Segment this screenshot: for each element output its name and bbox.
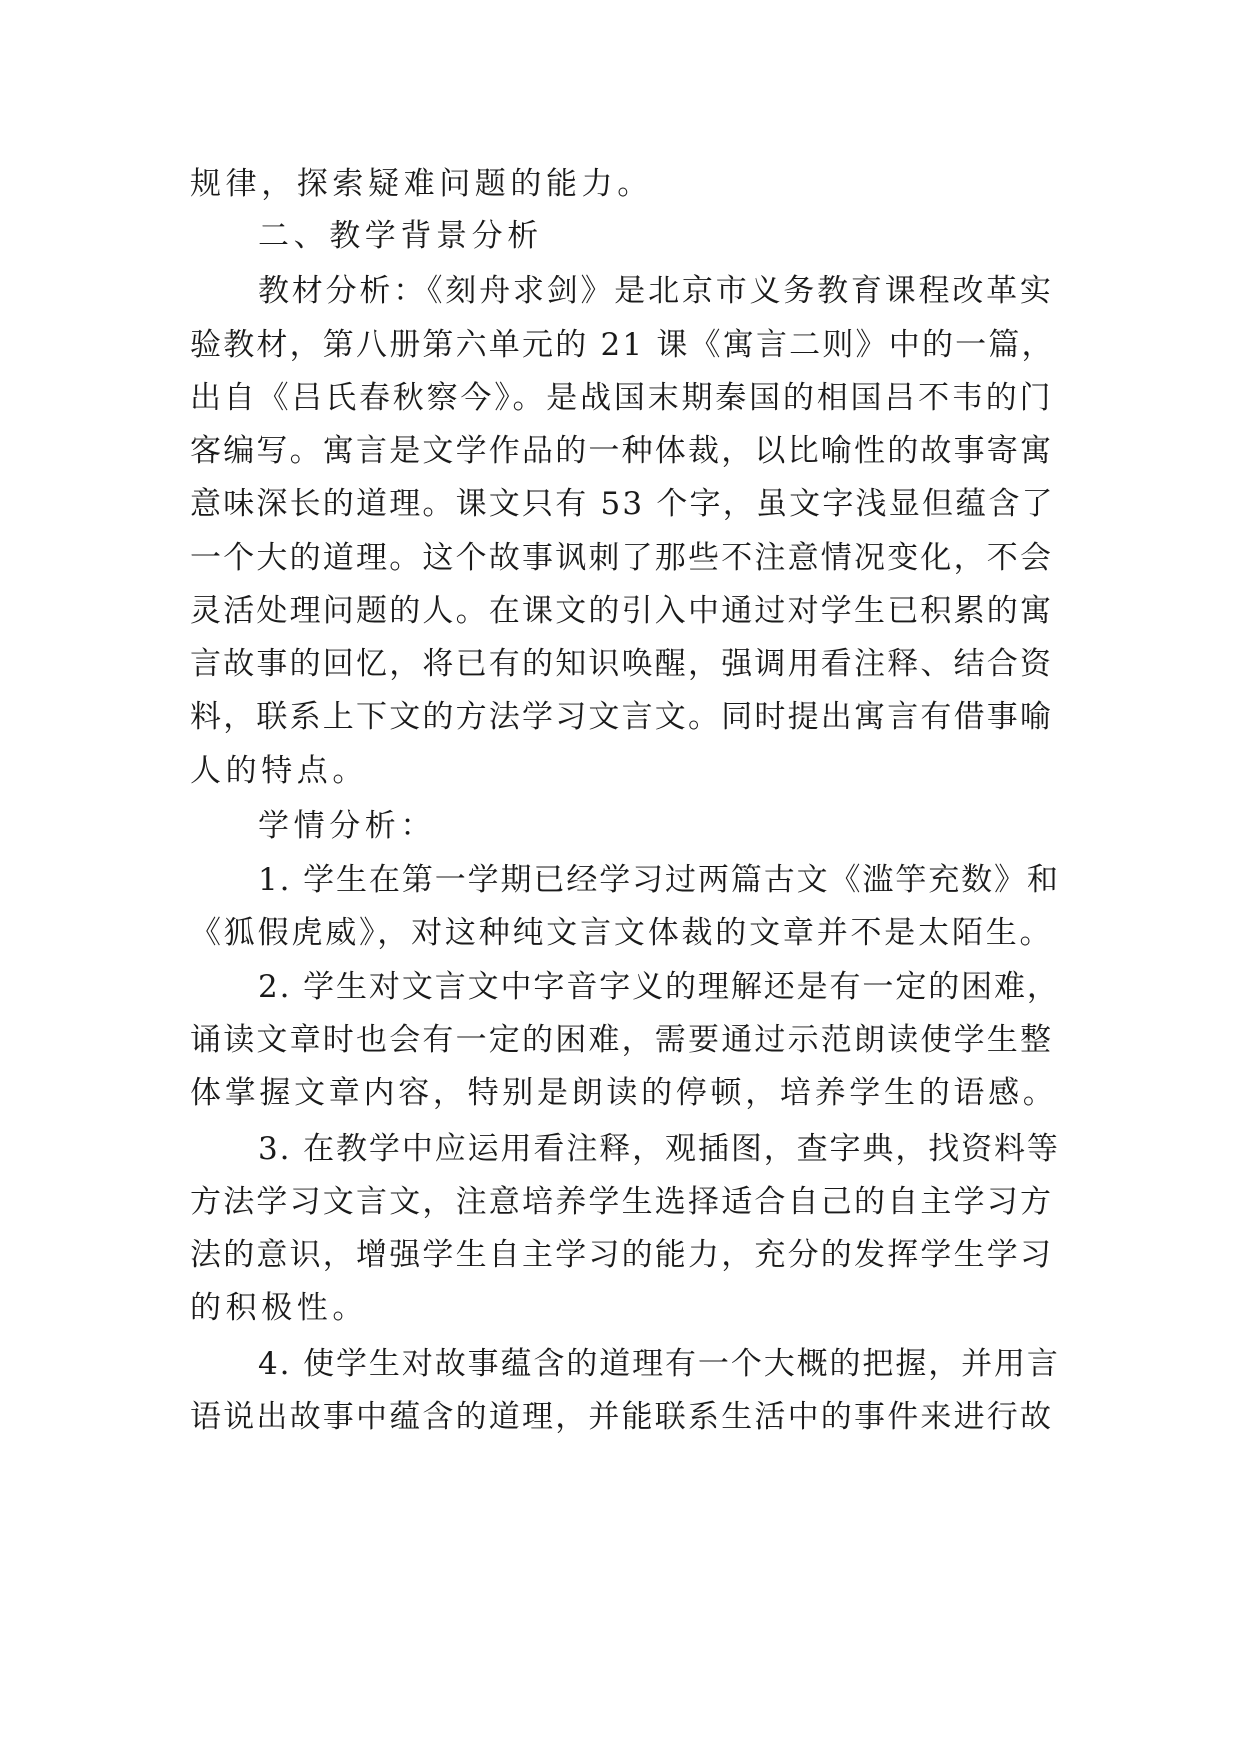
text-line-9: 灵活处理问题的人。在课文的引入中通过对学生已积累的寓 [190, 593, 1054, 629]
subheading-student-analysis: 学情分析： [258, 808, 436, 844]
text-line-20: 方法学习文言文，注意培养学生选择适合自己的自主学习方 [190, 1184, 1054, 1220]
text-line-11: 料，联系上下文的方法学习文言文。同时提出寓言有借事喻 [190, 699, 1054, 735]
text-line-21: 法的意识，增强学生自主学习的能力，充分的发挥学生学习 [190, 1237, 1054, 1273]
text-line-18: 体掌握文章内容，特别是朗读的停顿，培养学生的语感。 [190, 1075, 1058, 1111]
text-line-1: 规律，探索疑难问题的能力。 [190, 166, 653, 202]
text-line-14: 1. 学生在第一学期已经学习过两篇古文《滥竽充数》和 [258, 862, 1060, 898]
text-line-6: 客编写。寓言是文学作品的一种体裁，以比喻性的故事寄寓 [190, 433, 1054, 469]
text-line-22: 的积极性。 [190, 1290, 368, 1326]
section-heading: 二、教学背景分析 [258, 218, 543, 254]
text-line-23: 4. 使学生对故事蕴含的道理有一个大概的把握，并用言 [258, 1346, 1060, 1382]
text-line-24: 语说出故事中蕴含的道理，并能联系生活中的事件来进行故 [190, 1399, 1054, 1435]
text-line-5: 出自《吕氏春秋察今》。是战国末期秦国的相国吕不韦的门 [190, 380, 1054, 416]
text-line-10: 言故事的回忆，将已有的知识唤醒，强调用看注释、结合资 [190, 646, 1054, 682]
text-line-17: 诵读文章时也会有一定的困难，需要通过示范朗读使学生整 [190, 1022, 1054, 1058]
text-line-15: 《狐假虎威》，对这种纯文言文体裁的文章并不是太陌生。 [190, 915, 1054, 951]
text-line-4: 验教材，第八册第六单元的 21 课《寓言二则》中的一篇， [190, 327, 1055, 363]
text-line-7: 意味深长的道理。课文只有 53 个字，虽文字浅显但蕴含了 [190, 486, 1055, 522]
text-line-3: 教材分析：《刻舟求剑》是北京市义务教育课程改革实 [258, 273, 1054, 309]
text-line-12: 人的特点。 [190, 753, 368, 789]
text-line-19: 3. 在教学中应运用看注释，观插图，查字典，找资料等 [258, 1131, 1060, 1167]
text-line-16: 2. 学生对文言文中字音字义的理解还是有一定的困难， [258, 969, 1060, 1005]
text-line-8: 一个大的道理。这个故事讽刺了那些不注意情况变化，不会 [190, 540, 1054, 576]
